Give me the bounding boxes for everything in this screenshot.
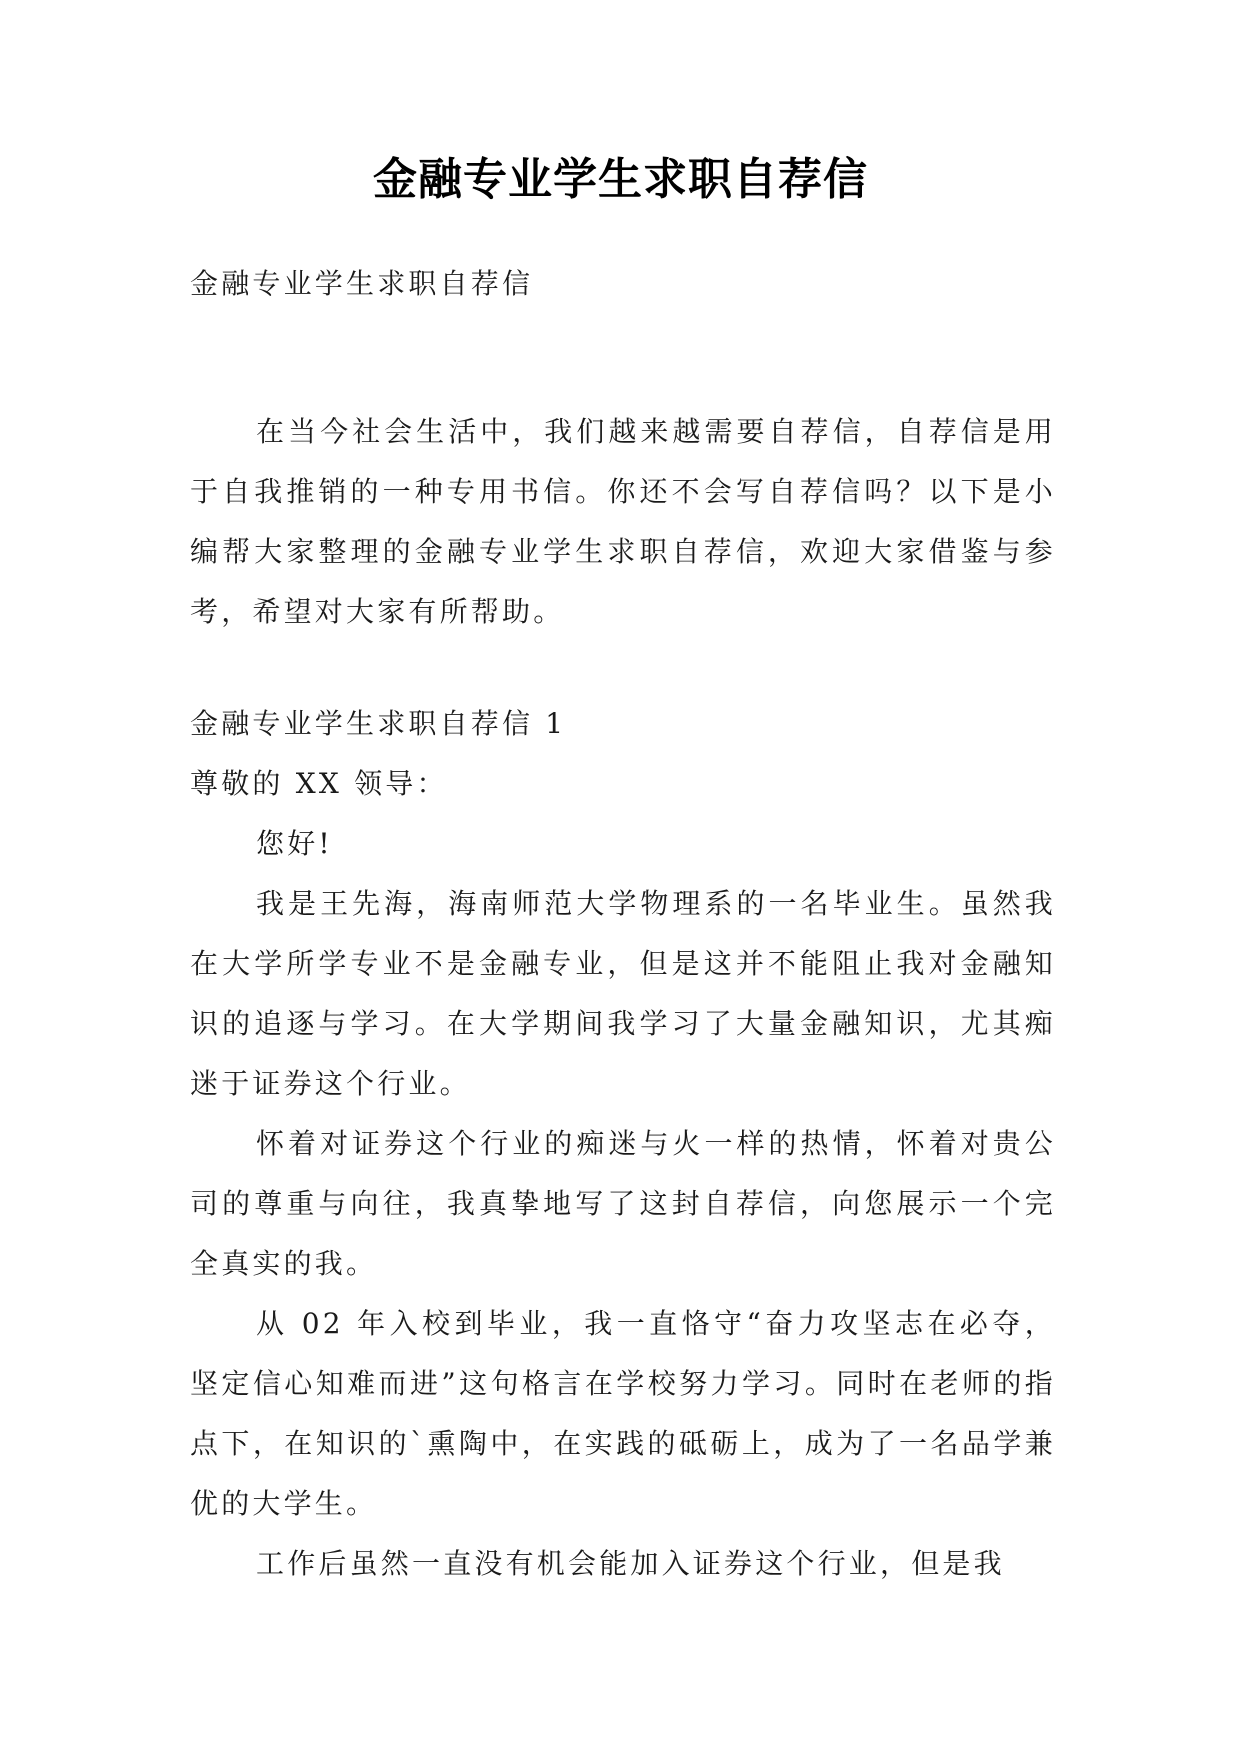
body-paragraph: 怀着对证券这个行业的痴迷与火一样的热情，怀着对贵公司的尊重与向往，我真挚地写了这封自荐信，向您展示一个完全真实的我。 xyxy=(190,1127,1056,1280)
section-heading: 金融专业学生求职自荐信 1 xyxy=(190,707,567,740)
body-paragraph: 工作后虽然一直没有机会能加入证券这个行业，但是我 xyxy=(256,1547,1005,1580)
document-subtitle: 金融专业学生求职自荐信 xyxy=(190,267,534,300)
salutation: 尊敬的 XX 领导： xyxy=(190,767,448,800)
greeting: 您好! xyxy=(256,827,333,860)
body-paragraph: 从 02 年入校到毕业，我一直恪守“奋力攻坚志在必夺，坚定信心知难而进”这句格言在学校努力学习。同时在老师的指点下，在知识的`熏陶中，在实践的砥砺上，成为了一名品学兼优的大学生。 xyxy=(190,1307,1056,1520)
letter-block xyxy=(190,694,1056,1594)
document-title: 金融专业学生求职自荐信 xyxy=(373,154,868,205)
intro-paragraph: 在当今社会生活中，我们越来越需要自荐信，自荐信是用于自我推销的一种专用书信。你还不会写自荐信吗？以下是小编帮大家整理的金融专业学生求职自荐信，欢迎大家借鉴与参考，希望对大家有所帮助。 xyxy=(190,415,1056,628)
body-paragraph: 我是王先海，海南师范大学物理系的一名毕业生。虽然我在大学所学专业不是金融专业，但是这并不能阻止我对金融知识的追逐与学习。在大学期间我学习了大量金融知识，尤其痴迷于证券这个行业。 xyxy=(190,887,1056,1100)
intro-block xyxy=(190,402,1056,642)
document-subtitle-block xyxy=(190,254,1056,314)
